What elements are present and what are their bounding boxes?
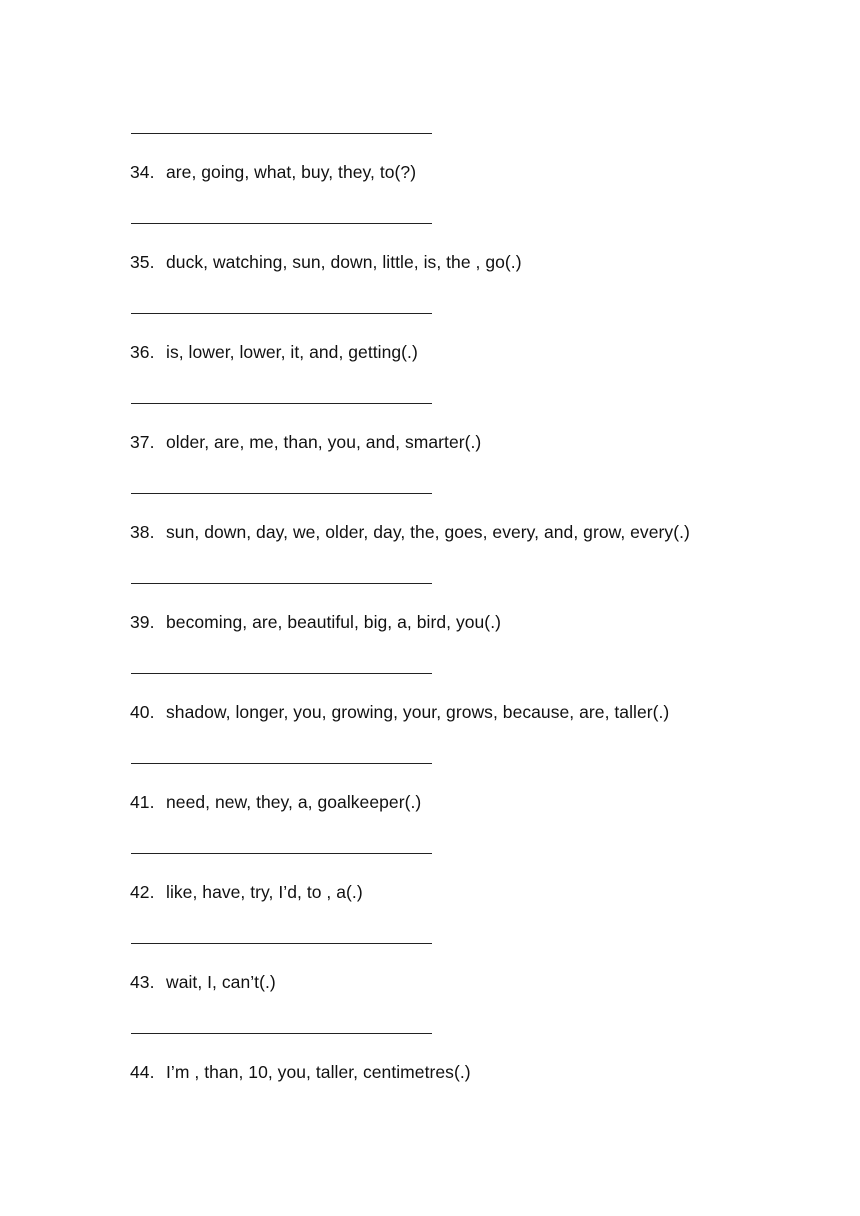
question-39 <box>130 611 501 633</box>
question-text: older, are, me, than, you, and, smarter(.) <box>166 432 482 452</box>
question-36 <box>130 341 418 363</box>
question-text: need, new, they, a, goalkeeper(.) <box>166 792 422 812</box>
question-40 <box>130 701 669 723</box>
question-number: 34. <box>130 162 155 182</box>
question-number: 39. <box>130 612 155 632</box>
question-35 <box>130 251 522 273</box>
question-number: 38. <box>130 522 155 542</box>
answer-line-34[interactable] <box>131 223 432 224</box>
question-text: wait, I, can’t(.) <box>166 972 276 992</box>
question-41 <box>130 791 421 813</box>
question-number: 35. <box>130 252 155 272</box>
answer-line-42[interactable] <box>131 943 432 944</box>
answer-line-35[interactable] <box>131 313 432 314</box>
question-43 <box>130 971 276 993</box>
question-number: 37. <box>130 432 155 452</box>
answer-line-38[interactable] <box>131 583 432 584</box>
question-number: 41. <box>130 792 155 812</box>
question-number: 40. <box>130 702 155 722</box>
answer-line-41[interactable] <box>131 853 432 854</box>
question-42 <box>130 881 363 903</box>
question-number: 43. <box>130 972 155 992</box>
question-38 <box>130 521 690 543</box>
answer-line-37[interactable] <box>131 493 432 494</box>
answer-line-43[interactable] <box>131 1033 432 1034</box>
question-text: like, have, try, I’d, to , a(.) <box>166 882 363 902</box>
question-number: 42. <box>130 882 155 902</box>
question-37 <box>130 431 481 453</box>
answer-line-39[interactable] <box>131 673 432 674</box>
question-text: shadow, longer, you, growing, your, grows, because, are, taller(.) <box>166 702 670 722</box>
answer-line-40[interactable] <box>131 763 432 764</box>
question-number: 36. <box>130 342 155 362</box>
answer-line-33[interactable] <box>131 133 432 134</box>
question-number: 44. <box>130 1062 155 1082</box>
question-44 <box>130 1061 471 1083</box>
question-34 <box>130 161 416 183</box>
question-text: is, lower, lower, it, and, getting(.) <box>166 342 418 362</box>
question-text: sun, down, day, we, older, day, the, goes, every, and, grow, every(.) <box>166 522 690 542</box>
question-text: duck, watching, sun, down, little, is, the , go(.) <box>166 252 522 272</box>
question-text: I’m , than, 10, you, taller, centimetres(.) <box>166 1062 471 1082</box>
question-text: becoming, are, beautiful, big, a, bird, you(.) <box>166 612 501 632</box>
question-text: are, going, what, buy, they, to(?) <box>166 162 417 182</box>
answer-line-36[interactable] <box>131 403 432 404</box>
